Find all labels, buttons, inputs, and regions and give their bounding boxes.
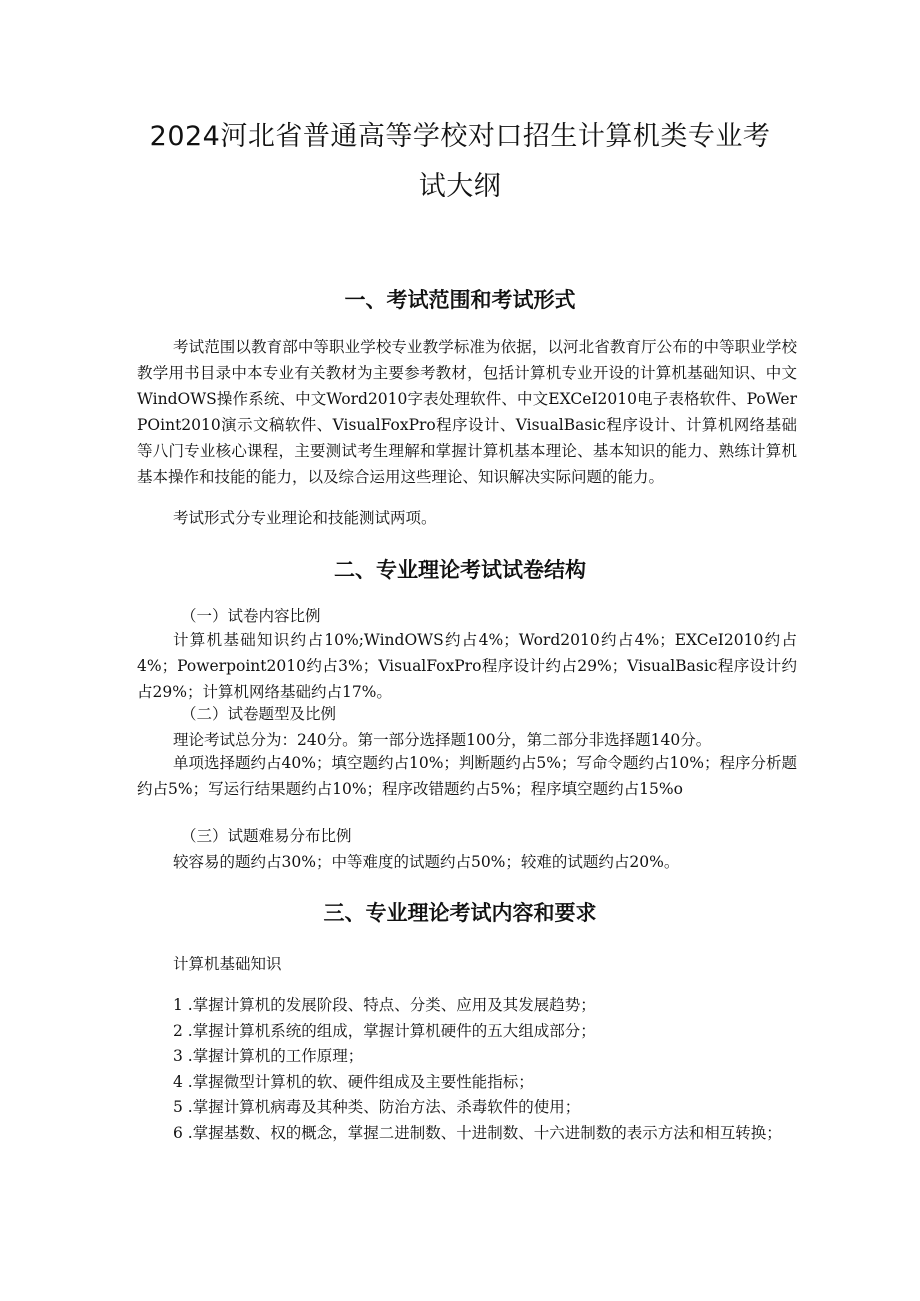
requirements-list — [137, 993, 797, 1146]
subheading-content-ratio-label: （一）试卷内容比例 — [181, 607, 321, 625]
document-title-line-2: 试大纲 — [418, 171, 502, 202]
section-heading-content: 三、专业理论考试内容和要求 — [323, 901, 597, 925]
question-type-ratio-paragraph: 单项选择题约占40%；填空题约占10%；判断题约占5%；写命令题约占10%；程序分析题约占5%；写运行结果题约占10%；程序改错题约占5%；程序填空题约占15%o — [137, 754, 797, 798]
scope-paragraph: 考试范围以教育部中等职业学校专业教学标准为依据，以河北省教育厅公布的中等职业学校教学用书目录中本专业有关教材为主要参考教材，包括计算机专业开设的计算机基础知识、中文WindOWS操作系统、中文Word2010字表处理软件、中文EXCeI2010电子表格软件、PoWerPOint2010演示文稿软件、VisualFoxPro程序设计、VisualBasic程序设计、计算机网络基础等八门专业核心课程，主要测试考生理解和掌握计算机基本理论、基本知识的能力、熟练计算机基本操作和技能的能力，以及综合运用这些理论、知识解决实际问题的能力。 — [137, 338, 797, 486]
document-title-line-1: 2024河北省普通高等学校对口招生计算机类专业考 — [149, 121, 771, 152]
subheading-difficulty-label: （三）试题难易分布比例 — [181, 827, 352, 845]
subheading-difficulty — [137, 823, 797, 849]
list-item: 6 .掌握基数、权的概念，掌握二进制数、十进制数、十六进制数的表示方法和相互转换； — [173, 1123, 782, 1142]
subheading-content-ratio — [137, 603, 797, 629]
list-item: 4 .掌握微型计算机的软、硬件组成及主要性能指标； — [173, 1072, 534, 1091]
exam-form-paragraph: 考试形式分专业理论和技能测试两项。 — [173, 509, 437, 527]
section-heading-scope: 一、考试范围和考试形式 — [344, 288, 576, 312]
list-item: 5 .掌握计算机病毒及其种类、防治方法、杀毒软件的使用； — [173, 1098, 581, 1116]
list-item: 2 .掌握计算机系统的组成，掌握计算机硬件的五大组成部分； — [173, 1021, 596, 1040]
list-item: 3 .掌握计算机的工作原理； — [173, 1047, 364, 1065]
subheading-question-types — [137, 701, 797, 727]
content-ratio-paragraph: 计算机基础知识约占10%;WindOWS约占4%；Word2010约占4%；EXCeI2010约占4%；Powerpoint2010约占3%；VisualFoxPro程序设计约占29%；VisualBasic程序设计约占29%；计算机网络基础约占17%。 — [137, 631, 797, 701]
subsection-label-computer-basics: 计算机基础知识 — [173, 955, 282, 973]
subheading-question-types-label: （二）试卷题型及比例 — [181, 705, 337, 723]
section-heading-structure: 二、专业理论考试试卷结构 — [334, 558, 586, 582]
total-score-paragraph: 理论考试总分为：240分。第一部分选择题100分，第二部分非选择题140分。 — [173, 731, 712, 749]
list-item: 1 .掌握计算机的发展阶段、特点、分类、应用及其发展趋势； — [173, 996, 596, 1014]
difficulty-ratio-paragraph: 较容易的题约占30%；中等难度的试题约占50%；较难的试题约占20%。 — [173, 853, 680, 871]
